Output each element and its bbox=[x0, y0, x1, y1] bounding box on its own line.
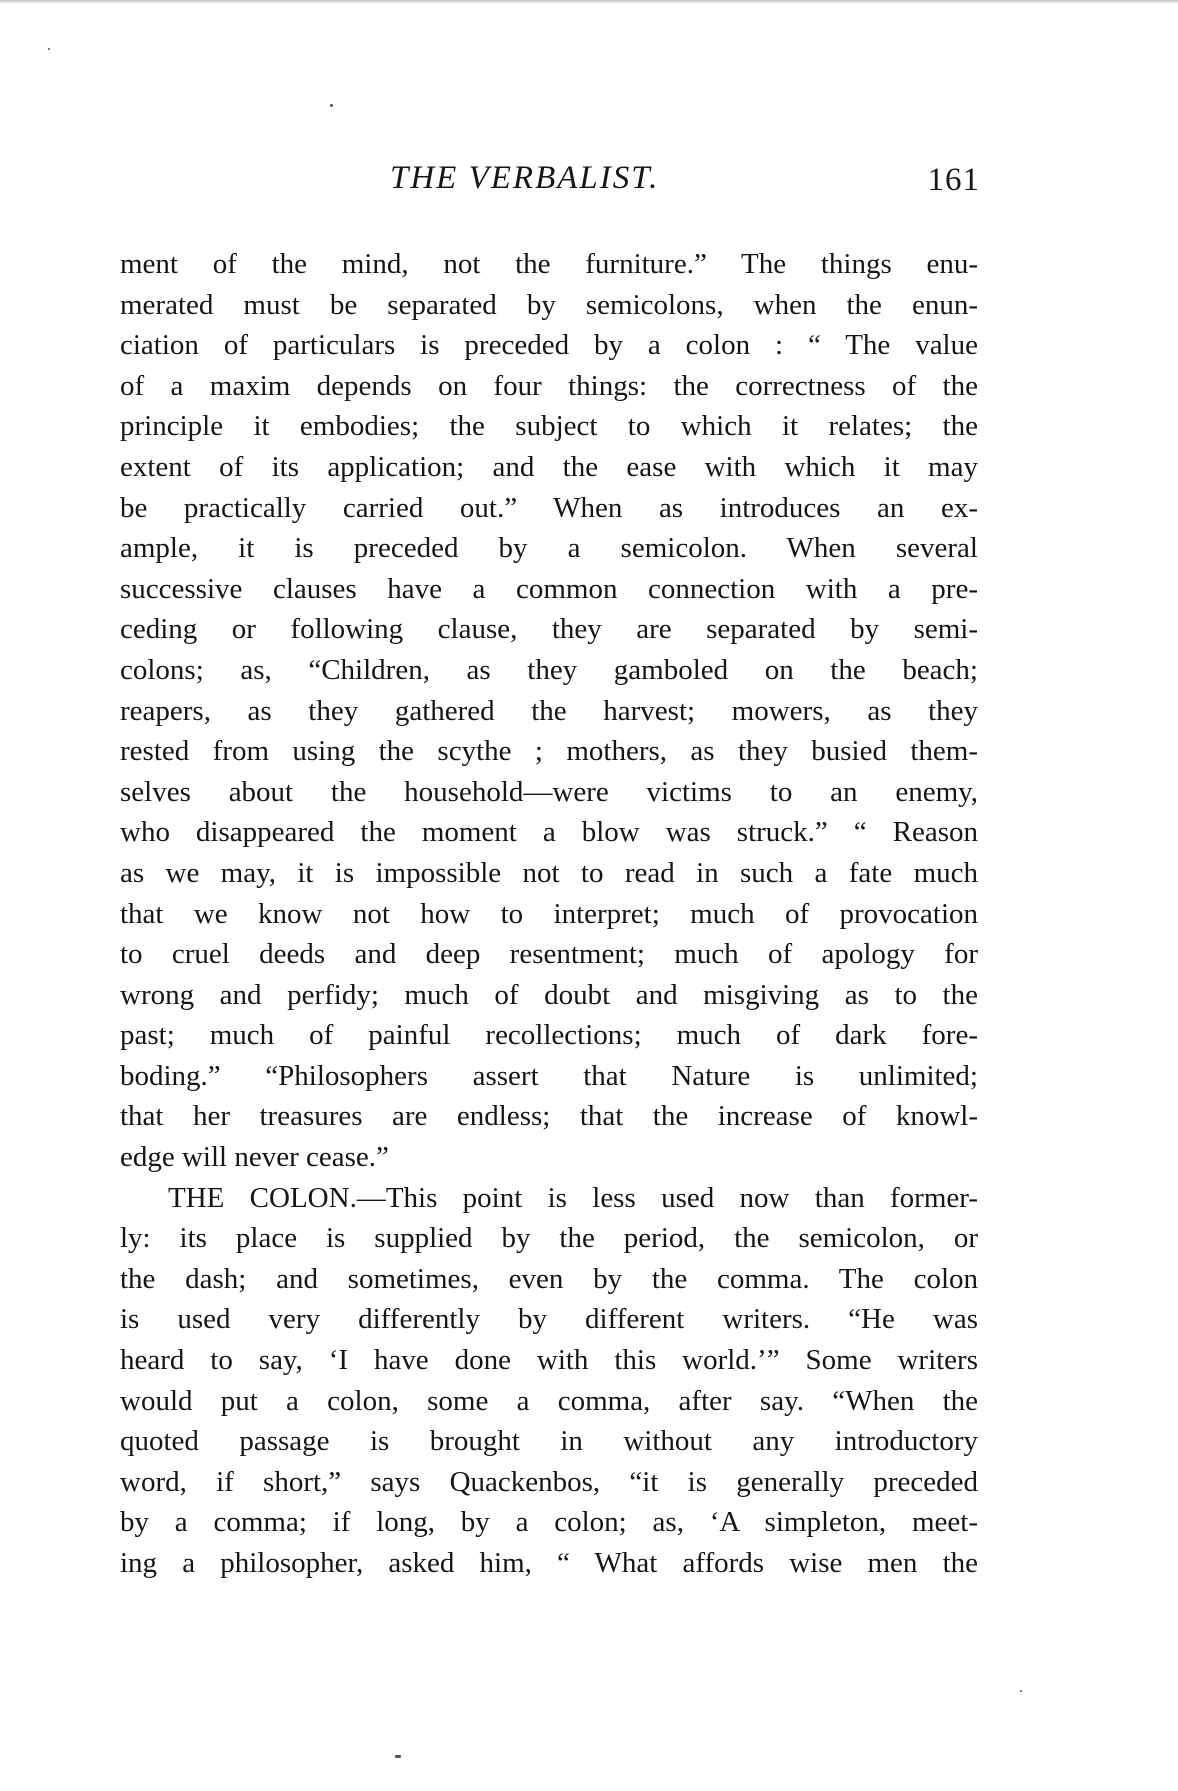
text-line: edge will never cease.” bbox=[120, 1141, 389, 1174]
text-line: selves about the household—were victims to an enemy, bbox=[120, 775, 978, 808]
print-speck bbox=[330, 104, 333, 107]
text-line: be practically carried out.” When as introduces an ex- bbox=[120, 491, 978, 524]
text-line: principle it embodies; the subject to which it relates; the bbox=[120, 410, 978, 443]
text-line: is used very differently by different writers. “He was bbox=[120, 1303, 978, 1336]
text-line: ment of the mind, not the furniture.” The things enu- bbox=[120, 248, 978, 280]
text-line: the dash; and sometimes, even by the comma. The colon bbox=[120, 1262, 978, 1295]
section-heading-line: THE COLON.—This point is less used now than former- bbox=[168, 1181, 978, 1214]
print-speck bbox=[1020, 1690, 1022, 1692]
page-number: 161 bbox=[927, 162, 980, 198]
text-line: boding.” “Philosophers assert that Nature is unlimited; bbox=[120, 1059, 978, 1092]
text-line: by a comma; if long, by a colon; as, ‘A simpleton, meet- bbox=[120, 1506, 978, 1539]
text-line: ly: its place is supplied by the period, the semicolon, or bbox=[120, 1222, 978, 1255]
text-line: ciation of particulars is preceded by a colon : “ The value bbox=[120, 329, 978, 362]
text-line: merated must be separated by semicolons, when the enun- bbox=[120, 288, 978, 321]
text-line: wrong and perfidy; much of doubt and misgiving as to the bbox=[120, 978, 978, 1011]
text-line: reapers, as they gathered the harvest; mowers, as they bbox=[120, 694, 978, 727]
text-line: successive clauses have a common connection with a pre- bbox=[120, 572, 978, 605]
text-line: colons; as, “Children, as they gamboled on the beach; bbox=[120, 653, 978, 686]
text-line: of a maxim depends on four things: the correctness of the bbox=[120, 369, 978, 402]
page-top-edge bbox=[0, 0, 1178, 4]
text-line: ceding or following clause, they are separated by semi- bbox=[120, 613, 978, 646]
text-line: rested from using the scythe ; mothers, as they busied them- bbox=[120, 735, 978, 768]
body-text bbox=[120, 244, 978, 1584]
text-line: ample, it is preceded by a semicolon. When several bbox=[120, 532, 978, 565]
text-line: heard to say, ‘I have done with this world.’” Some writers bbox=[120, 1344, 978, 1377]
print-speck bbox=[395, 1755, 401, 1758]
text-line: who disappeared the moment a blow was struck.” “ Reason bbox=[120, 816, 978, 849]
page-header bbox=[120, 160, 980, 210]
text-line: that her treasures are endless; that the increase of knowl- bbox=[120, 1100, 978, 1133]
text-line: would put a colon, some a comma, after say. “When the bbox=[120, 1384, 978, 1417]
text-line: quoted passage is brought in without any introductory bbox=[120, 1425, 978, 1458]
running-title: THE VERBALIST. bbox=[390, 160, 660, 196]
text-line: that we know not how to interpret; much of provocation bbox=[120, 897, 978, 930]
text-line: ing a philosopher, asked him, “ What affords wise men the bbox=[120, 1547, 978, 1579]
print-speck bbox=[48, 48, 50, 50]
text-line: extent of its application; and the ease with which it may bbox=[120, 450, 978, 483]
text-line: word, if short,” says Quackenbos, “it is generally preceded bbox=[120, 1465, 978, 1498]
text-line: past; much of painful recollections; much of dark fore- bbox=[120, 1019, 978, 1052]
text-line: to cruel deeds and deep resentment; much of apology for bbox=[120, 938, 978, 971]
text-line: as we may, it is impossible not to read in such a fate much bbox=[120, 856, 978, 889]
